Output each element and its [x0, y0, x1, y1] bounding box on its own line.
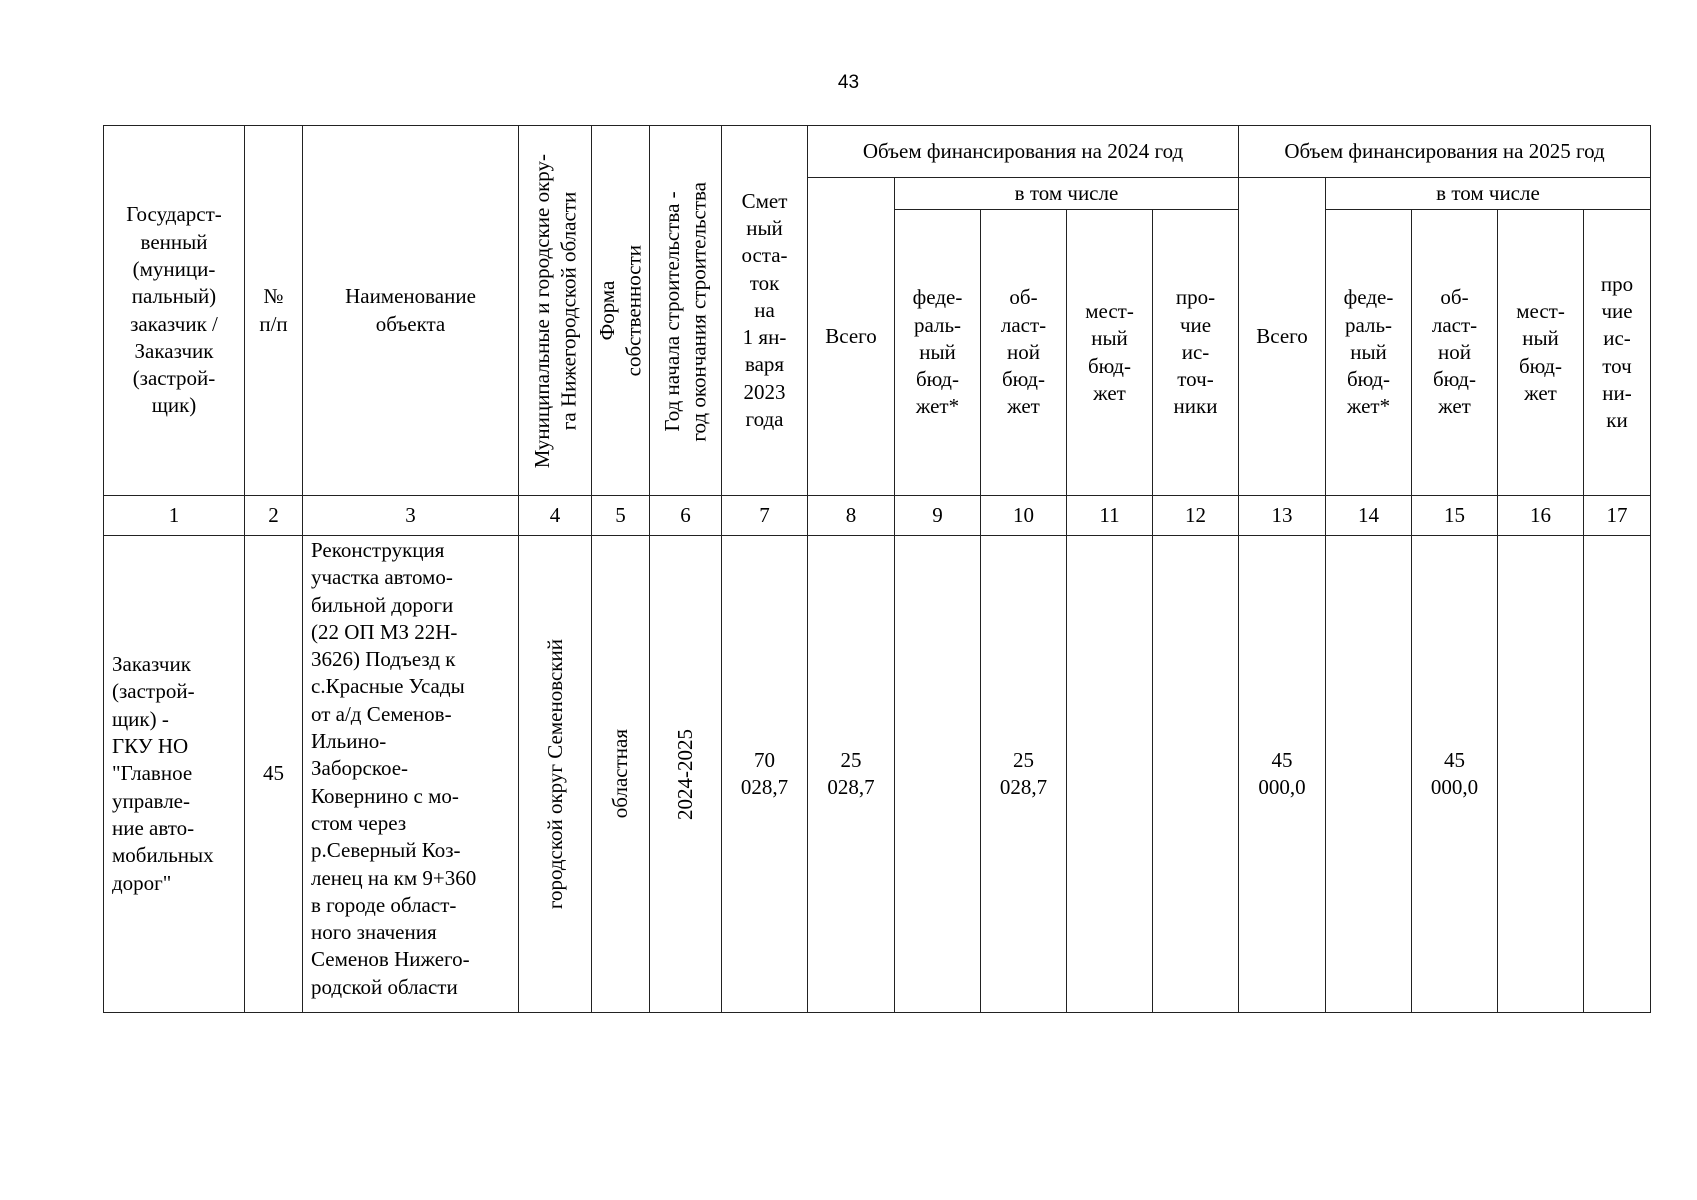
- column-number: 4: [519, 496, 592, 536]
- column-number: 9: [895, 496, 981, 536]
- cell-other-2025: [1584, 536, 1651, 1013]
- cell-estimated-balance: 70 028,7: [722, 536, 808, 1013]
- header-local-2025: мест- ный бюд- жет: [1498, 210, 1584, 496]
- cell-local-2025: [1498, 536, 1584, 1013]
- cell-years: [650, 536, 722, 1013]
- header-years-text: Год начала строительства - год окончания строительства: [660, 181, 711, 442]
- header-including-2024: в том числе: [895, 178, 1239, 210]
- header-total-2025: Всего: [1239, 178, 1326, 496]
- cell-district: [519, 536, 592, 1013]
- cell-local-2024: [1067, 536, 1153, 1013]
- financing-table: [103, 125, 1651, 1013]
- header-total-2024: Всего: [808, 178, 895, 496]
- page-number: 43: [837, 72, 860, 93]
- column-number: 5: [592, 496, 650, 536]
- column-numbers-row: [104, 496, 1651, 536]
- column-number: 10: [981, 496, 1067, 536]
- cell-object-name: Реконструкция участка автомо- бильной дороги (22 ОП МЗ 22Н- 3626) Подъезд к с.Красные Усады от а/д Семенов- Ильино- Заборское- Ковернино с мо- стом через р.Северный Коз- ленец на км 9+360 в городе област- ного значения Семенов Нижего- родской области: [303, 536, 519, 1013]
- cell-years-text: 2024-2025: [673, 728, 698, 820]
- header-oblast-2024: об- ласт- ной бюд- жет: [981, 210, 1067, 496]
- header-district-text: Муниципальные и городские окру- га Нижегородской области: [529, 154, 580, 469]
- header-row-1: [104, 126, 1651, 178]
- cell-other-2024: [1153, 536, 1239, 1013]
- header-object-name: Наименование объекта: [303, 126, 519, 496]
- cell-customer: Заказчик (застрой- щик) - ГКУ НО "Главное управле- ние авто- мобильных дорог": [104, 536, 245, 1013]
- cell-number: 45: [245, 536, 303, 1013]
- column-number: 8: [808, 496, 895, 536]
- cell-district-text: городской округ Семеновский: [542, 638, 567, 910]
- cell-oblast-2025: 45 000,0: [1412, 536, 1498, 1013]
- column-number: 17: [1584, 496, 1651, 536]
- column-number: 11: [1067, 496, 1153, 536]
- table-row: [104, 536, 1651, 1013]
- header-other-2024: про- чие ис- точ- ники: [1153, 210, 1239, 496]
- column-number: 15: [1412, 496, 1498, 536]
- header-customer: Государст- венный (муници- пальный) заказчик / Заказчик (застрой- щик): [104, 126, 245, 496]
- header-number: № п/п: [245, 126, 303, 496]
- column-number: 2: [245, 496, 303, 536]
- column-number: 13: [1239, 496, 1326, 536]
- header-financing-2024: Объем финансирования на 2024 год: [808, 126, 1239, 178]
- header-federal-2025: феде- раль- ный бюд- жет*: [1326, 210, 1412, 496]
- column-number: 6: [650, 496, 722, 536]
- header-ownership-text: Форма собственности: [595, 244, 646, 377]
- header-other-2025: про чие ис- точ ни- ки: [1584, 210, 1651, 496]
- column-number: 1: [104, 496, 245, 536]
- column-number: 7: [722, 496, 808, 536]
- header-oblast-2025: об- ласт- ной бюд- жет: [1412, 210, 1498, 496]
- column-number: 16: [1498, 496, 1584, 536]
- cell-ownership-text: областная: [608, 729, 633, 819]
- cell-ownership: [592, 536, 650, 1013]
- header-federal-2024: феде- раль- ный бюд- жет*: [895, 210, 981, 496]
- header-district: [519, 126, 592, 496]
- cell-total-2025: 45 000,0: [1239, 536, 1326, 1013]
- cell-total-2024: 25 028,7: [808, 536, 895, 1013]
- header-years: [650, 126, 722, 496]
- header-including-2025: в том числе: [1326, 178, 1651, 210]
- cell-federal-2024: [895, 536, 981, 1013]
- cell-federal-2025: [1326, 536, 1412, 1013]
- column-number: 3: [303, 496, 519, 536]
- column-number: 14: [1326, 496, 1412, 536]
- cell-oblast-2024: 25 028,7: [981, 536, 1067, 1013]
- column-number: 12: [1153, 496, 1239, 536]
- header-financing-2025: Объем финансирования на 2025 год: [1239, 126, 1651, 178]
- header-ownership: [592, 126, 650, 496]
- header-local-2024: мест- ный бюд- жет: [1067, 210, 1153, 496]
- header-estimated-balance: Смет ный оста- ток на 1 ян- варя 2023 года: [722, 126, 808, 496]
